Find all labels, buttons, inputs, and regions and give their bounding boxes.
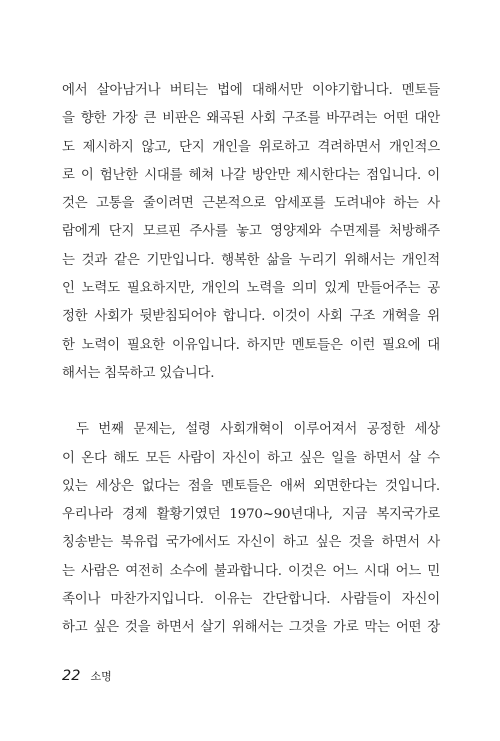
text-line: 인 노력도 필요하지만, 개인의 노력을 의미 있게 만들어주는 공 <box>62 281 440 297</box>
paragraph-1 <box>62 77 440 388</box>
text-line: 해서는 침묵하고 있습니다. <box>62 365 215 381</box>
text-line: 는 사람은 여전히 소수에 불과합니다. 이것은 어느 시대 어느 민 <box>62 563 440 579</box>
text-line: 정한 사회가 뒷받침되어야 합니다. 이것이 사회 구조 개혁을 위 <box>62 309 440 325</box>
page-footer <box>62 668 112 684</box>
text-line: 도 제시하지 않고, 단지 개인을 위로하고 격려하면서 개인적으 <box>62 139 440 155</box>
text-line: 칭송받는 북유럽 국가에서도 자신이 하고 싶은 것을 하면서 사 <box>62 535 440 551</box>
text-line: 족이나 마찬가지입니다. 이유는 간단합니다. 사람들이 자신이 <box>62 592 440 608</box>
running-title: 소명 <box>90 670 112 683</box>
text-line: 것은 고통을 줄이려면 근본적으로 암세포를 도려내야 하는 사 <box>62 196 440 212</box>
text-line: 하고 싶은 것을 하면서 살기 위해서는 그것을 가로 막는 어떤 장 <box>62 620 440 636</box>
text-line: 우리나라 경제 활황기였던 1970~90년대나, 지금 복지국가로 <box>62 507 440 523</box>
paragraph-2 <box>62 416 440 642</box>
page-body <box>62 77 440 643</box>
text-line: 로 이 험난한 시대를 헤쳐 나갈 방안만 제시한다는 점입니다. 이 <box>62 167 440 183</box>
text-line: 람에게 단지 모르핀 주사를 놓고 영양제와 수면제를 처방해주 <box>62 224 440 240</box>
text-line: 두 번째 문제는, 설령 사회개혁이 이루어져서 공정한 세상 <box>76 422 440 438</box>
text-line: 에서 살아남거나 버티는 법에 대해서만 이야기합니다. 멘토들 <box>62 83 440 98</box>
page-number: 22 <box>62 668 81 684</box>
text-line: 한 노력이 필요한 이유입니다. 하지만 멘토들은 이런 필요에 대 <box>62 337 440 353</box>
text-line: 있는 세상은 없다는 점을 멘토들은 애써 외면한다는 것입니다. <box>62 478 440 494</box>
text-line: 을 향한 가장 큰 비판은 왜곡된 사회 구조를 바꾸려는 어떤 대안 <box>62 111 440 127</box>
text-line: 이 온다 해도 모든 사람이 자신이 하고 싶은 일을 하면서 살 수 <box>62 450 440 466</box>
text-line: 는 것과 같은 기만입니다. 행복한 삶을 누리기 위해서는 개인적 <box>62 252 440 268</box>
